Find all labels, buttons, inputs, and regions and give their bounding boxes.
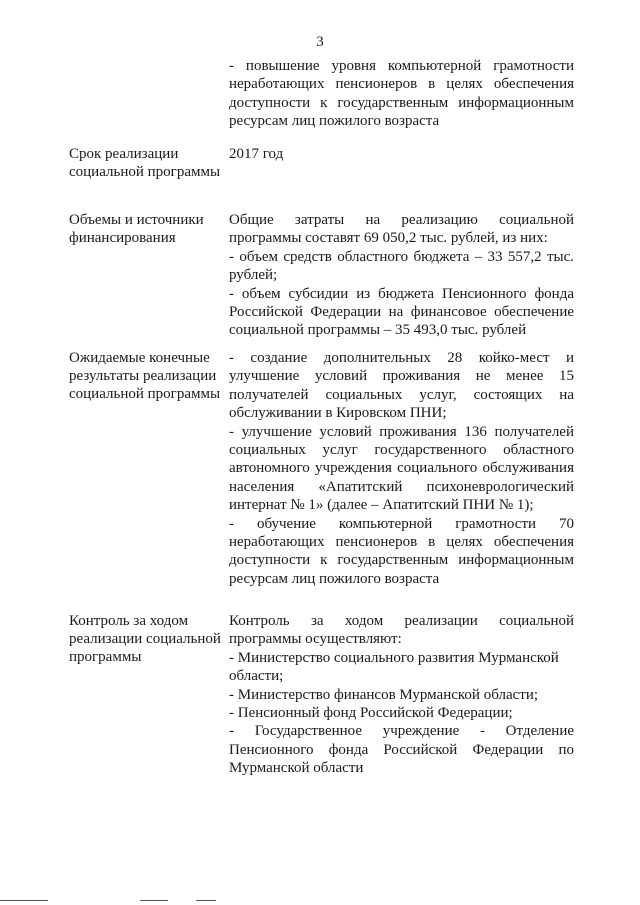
funding-paragraph-regional: - объем средств областного бюджета – 33 557,2 тыс. рублей; <box>229 248 574 284</box>
scan-artifact-rule <box>0 900 48 901</box>
results-paragraph-beds: - создание дополнительных 28 койко-мест и улучшение условий проживания не менее 15 получателей социальных услуг, состоящих на обслуживании в Кировском ПНИ; <box>229 350 574 422</box>
control-paragraph-branch: - Государственное учреждение - Отделение Пенсионного фонда Российской Федерации по Мурманской области <box>229 723 574 777</box>
page-number: 3 <box>316 34 324 50</box>
row-label-funding: Объемы и источники финансирования <box>69 212 204 246</box>
results-paragraph-apatity: - улучшение условий проживания 136 получателей социальных услуг государственного областного автономного учреждения социального обслуживания населения «Апатитский психоневрологический интернат № 1» (далее – Апатитский ПНИ № 1); <box>229 423 574 514</box>
row-label-term: Срок реализации социальной программы <box>69 146 221 180</box>
funding-paragraph-total: Общие затраты на реализацию социальной программы составят 69 050,2 тыс. рублей, из них: <box>229 212 574 247</box>
control-paragraph-ministry-finance: - Министерство финансов Мурманской области; <box>229 686 539 703</box>
row-value-control <box>229 612 574 778</box>
row-value-funding <box>229 211 574 340</box>
control-paragraph-intro: Контроль за ходом реализации социальной программы осуществляют: <box>229 613 574 648</box>
term-paragraph: 2017 год <box>229 146 284 162</box>
scan-artifact-rule <box>196 900 216 901</box>
control-paragraph-ministry-social: - Министерство социального развития Мурманской области; <box>229 649 559 685</box>
funding-paragraph-pension-fund: - объем субсидии из бюджета Пенсионного фонда Российской Федерации на финансовое обеспечение социальной программы – 35 493,0 тыс. рублей <box>229 285 574 339</box>
row-value-term <box>229 145 574 163</box>
results-paragraph-training: - обучение компьютерной грамотности 70 неработающих пенсионеров в целях обеспечения доступности к государственным информационным ресурсам лиц пожилого возраста <box>229 515 574 587</box>
scan-artifact-rule <box>140 900 168 901</box>
control-paragraph-pension-fund: - Пенсионный фонд Российской Федерации; <box>229 705 513 722</box>
row-value-results <box>229 349 574 588</box>
intro-paragraph: - повышение уровня компьютерной грамотности неработающих пенсионеров в целях обеспечения доступности к государственным информационным ресурсам лиц пожилого возраста <box>229 58 574 130</box>
row-label-control: Контроль за ходом реализации социальной программы <box>69 613 221 665</box>
row-label-results: Ожидаемые конечные результаты реализации социальной программы <box>69 350 221 402</box>
intro-value <box>229 57 574 131</box>
